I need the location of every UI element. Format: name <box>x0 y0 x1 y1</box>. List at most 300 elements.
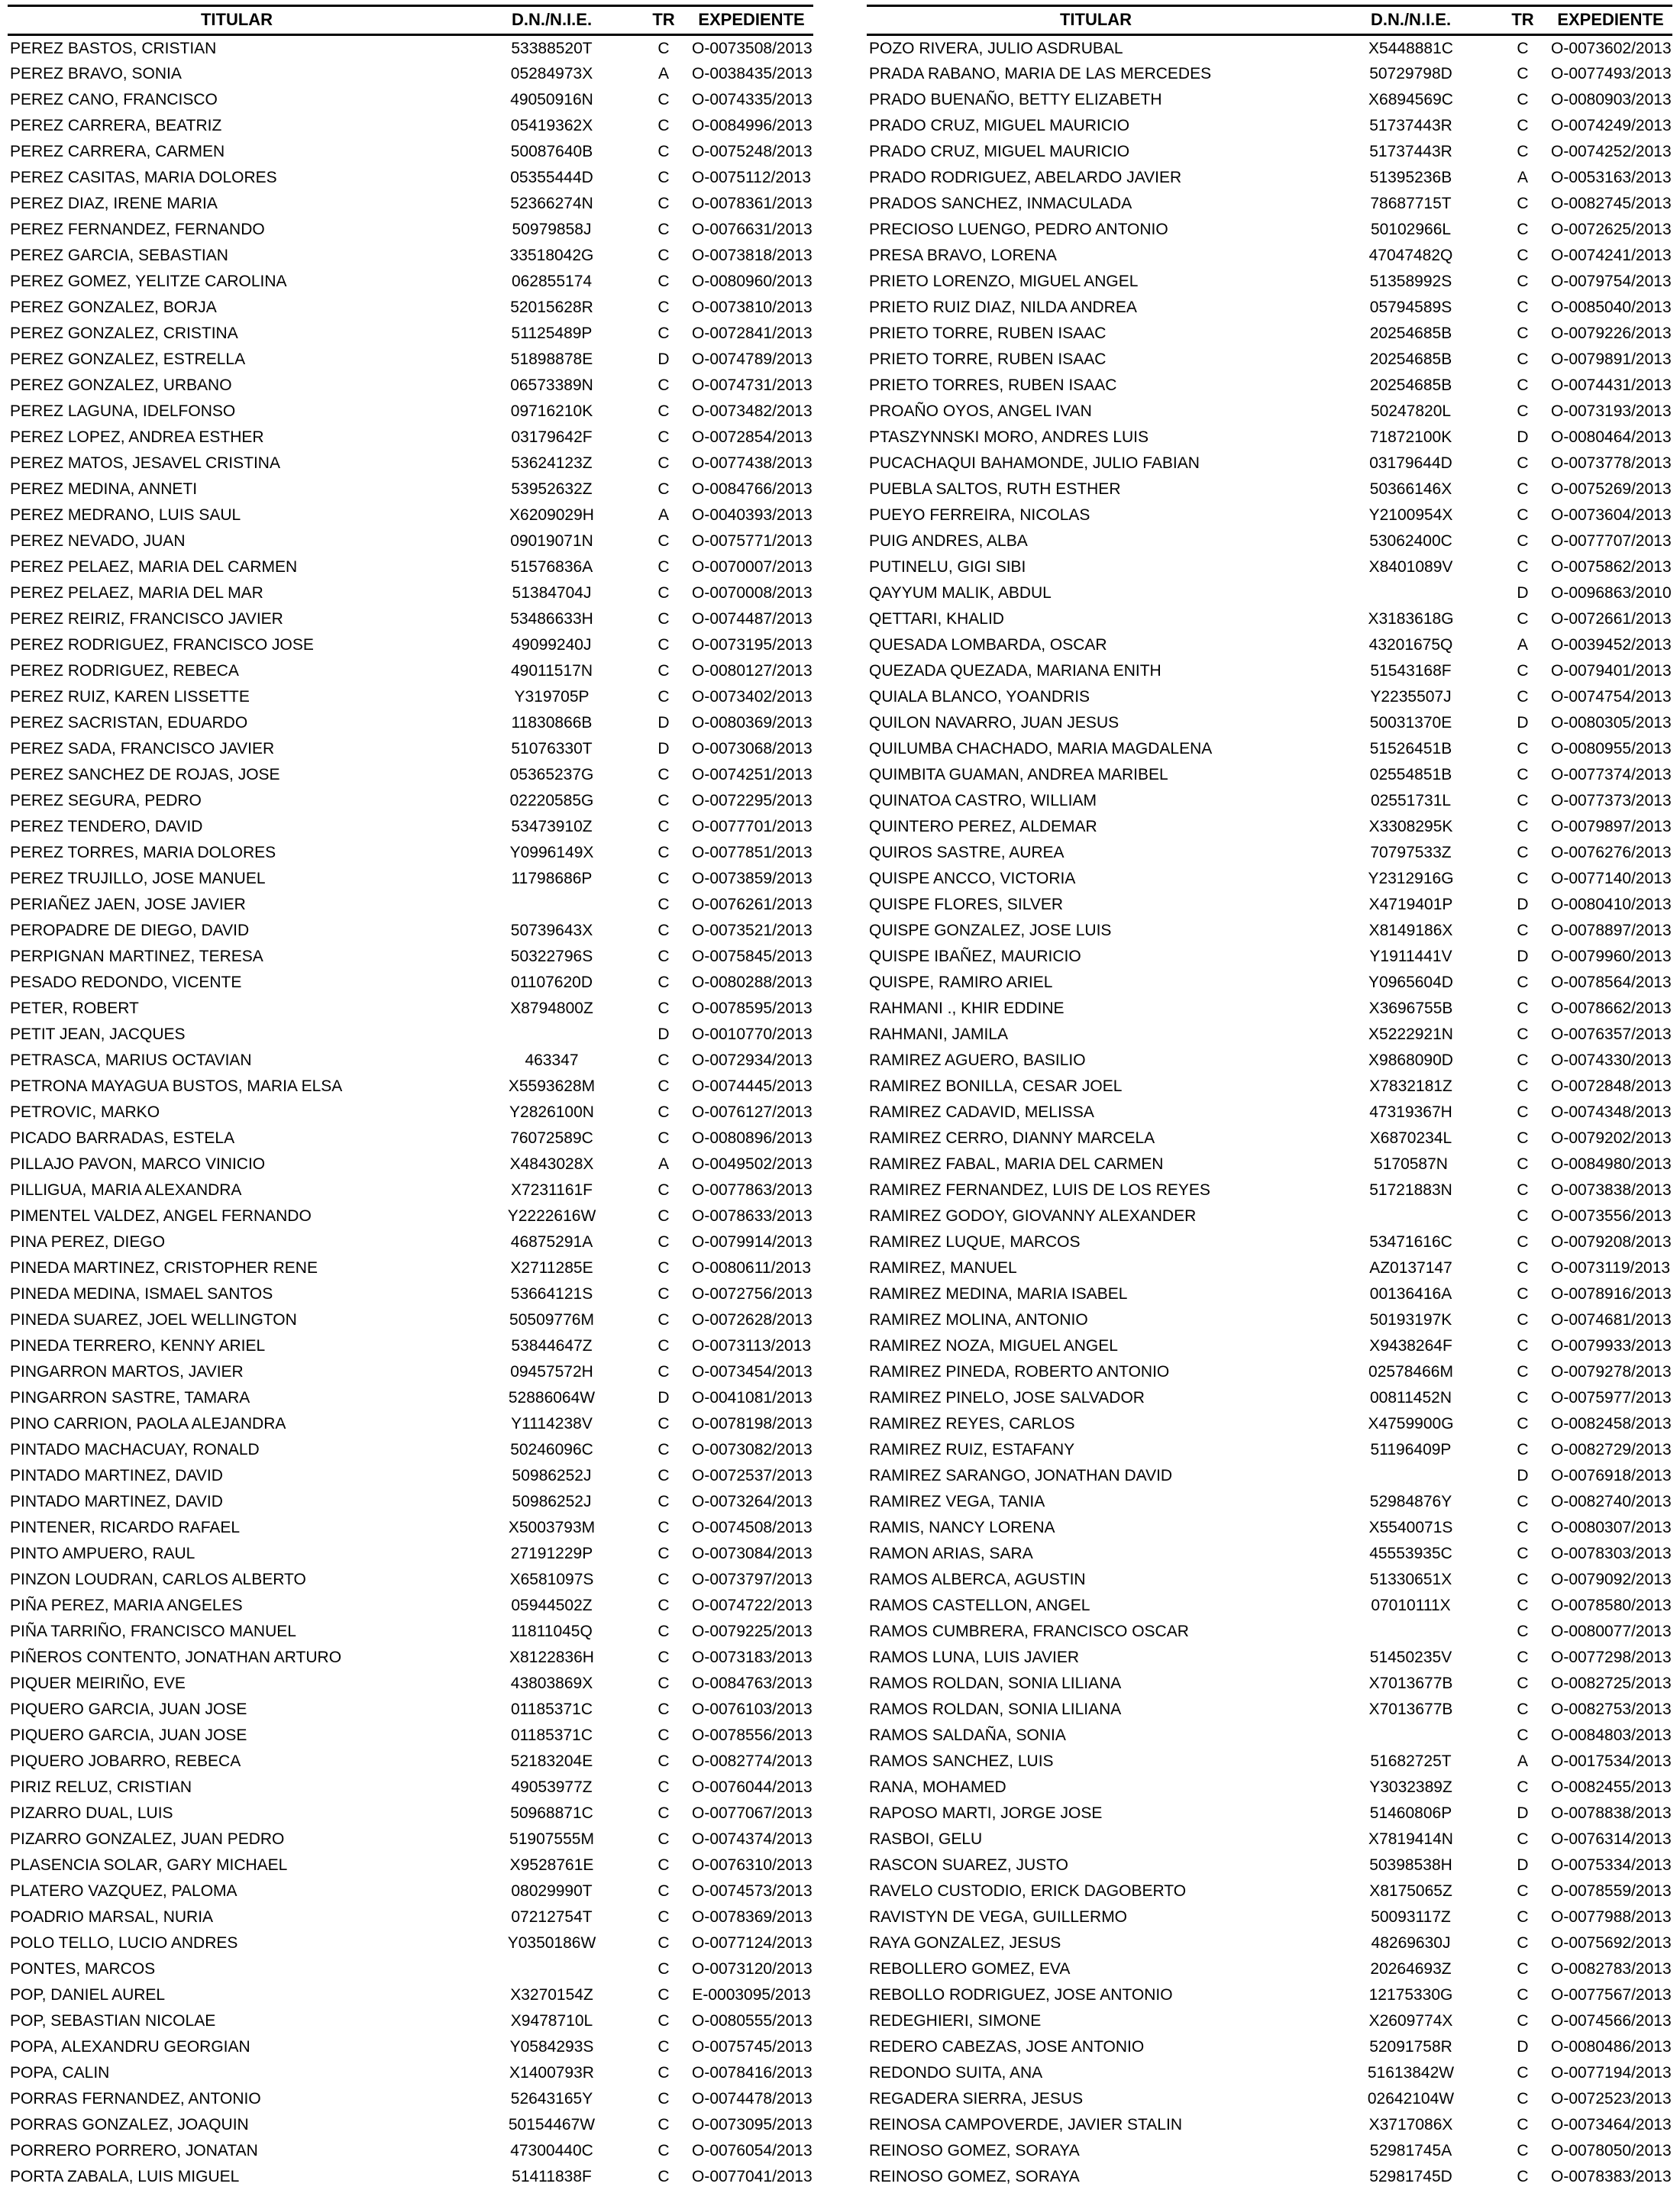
cell-titular: REBOLLO RODRIGUEZ, JOSE ANTONIO <box>869 1986 1173 2004</box>
table-row <box>867 1411 1672 1437</box>
cell-titular: QUIALA BLANCO, YOANDRIS <box>869 688 1090 706</box>
table-row <box>867 2034 1672 2060</box>
cell-dni: 52015628R <box>510 299 593 316</box>
cell-expediente: O-0074573/2013 <box>692 1882 813 1900</box>
cell-dni: 49099240J <box>512 636 592 654</box>
cell-tr: C <box>1517 1259 1529 1277</box>
cell-tr: C <box>1517 1960 1529 1978</box>
cell-dni: 49053977Z <box>511 1778 593 1796</box>
table-row <box>867 1126 1672 1152</box>
cell-tr: D <box>1517 428 1529 446</box>
cell-dni: X3270154Z <box>510 1986 593 2004</box>
header-tr: TR <box>638 6 690 35</box>
cell-dni: 06573389N <box>510 376 593 394</box>
cell-tr: C <box>657 2142 670 2159</box>
cell-expediente: O-0079933/2013 <box>1551 1337 1672 1355</box>
header-dni: D.N./N.I.E. <box>466 6 638 35</box>
cell-tr: C <box>1517 1026 1529 1043</box>
cell-tr: C <box>1517 65 1529 82</box>
cell-titular: PRIETO TORRES, RUBEN ISAAC <box>869 376 1117 394</box>
cell-dni: 51543168F <box>1370 662 1452 680</box>
cell-tr: C <box>657 1986 670 2004</box>
cell-expediente: O-0080410/2013 <box>1551 896 1672 913</box>
header-expediente: EXPEDIENTE <box>690 6 813 35</box>
cell-expediente: O-0077988/2013 <box>1551 1908 1672 1926</box>
cell-tr: C <box>1517 1441 1529 1458</box>
cell-tr: D <box>1517 2038 1529 2056</box>
cell-expediente: O-0082783/2013 <box>1551 1960 1672 1978</box>
cell-dni: Y1911441V <box>1369 948 1452 965</box>
cell-expediente: O-0080903/2013 <box>1551 91 1672 108</box>
cell-titular: PRIETO LORENZO, MIGUEL ANGEL <box>869 273 1139 290</box>
cell-titular: RAMIREZ GODOY, GIOVANNY ALEXANDER <box>869 1207 1197 1225</box>
cell-titular: PEREZ PELAEZ, MARIA DEL MAR <box>10 584 263 602</box>
cell-expediente: O-0073604/2013 <box>1551 506 1672 524</box>
cell-tr: C <box>1517 273 1529 290</box>
table-row <box>8 295 813 321</box>
table-row <box>867 1878 1672 1904</box>
cell-tr: C <box>657 1649 670 1666</box>
cell-titular: PINTADO MARTINEZ, DAVID <box>10 1467 223 1484</box>
cell-tr: C <box>1517 1207 1529 1225</box>
cell-dni: 50102966L <box>1370 221 1452 238</box>
cell-expediente: O-0077194/2013 <box>1551 2064 1672 2082</box>
cell-tr: C <box>657 1804 670 1822</box>
cell-expediente: O-0073084/2013 <box>692 1545 813 1562</box>
cell-tr: A <box>1517 169 1528 186</box>
cell-tr: C <box>657 792 670 809</box>
cell-titular: PEREZ RODRIGUEZ, REBECA <box>10 662 239 680</box>
cell-expediente: O-0079092/2013 <box>1551 1571 1672 1588</box>
cell-expediente: O-0074566/2013 <box>1551 2012 1672 2030</box>
cell-dni: Y2235507J <box>1370 688 1452 706</box>
cell-tr: C <box>1517 922 1529 939</box>
table-row <box>867 892 1672 918</box>
cell-tr: C <box>657 1441 670 1458</box>
table-row <box>867 165 1672 191</box>
table-row <box>867 1515 1672 1541</box>
table-row <box>867 866 1672 892</box>
cell-expediente: O-0072756/2013 <box>692 1285 813 1303</box>
cell-titular: RAMOS CASTELLON, ANGEL <box>869 1597 1090 1614</box>
cell-expediente: O-0072661/2013 <box>1551 610 1672 628</box>
cell-expediente: O-0075112/2013 <box>692 169 812 186</box>
cell-dni: 05944502Z <box>511 1597 593 1614</box>
cell-dni: 20264693Z <box>1370 1960 1452 1978</box>
cell-expediente: O-0078564/2013 <box>1551 974 1672 991</box>
cell-titular: PINEDA TERRERO, KENNY ARIEL <box>10 1337 266 1355</box>
cell-titular: RAYA GONZALEZ, JESUS <box>869 1934 1061 1952</box>
cell-tr: C <box>1517 1415 1529 1433</box>
cell-expediente: O-0074487/2013 <box>692 610 813 628</box>
cell-dni: X5540071S <box>1368 1519 1453 1536</box>
table-row <box>867 1100 1672 1126</box>
cell-expediente: O-0073482/2013 <box>692 402 813 420</box>
cell-expediente: E-0003095/2013 <box>692 1986 811 2004</box>
cell-titular: POP, SEBASTIAN NICOLAE <box>10 2012 216 2030</box>
cell-tr: C <box>657 2064 670 2082</box>
cell-titular: RAMIREZ MOLINA, ANTONIO <box>869 1311 1088 1329</box>
table-row <box>867 295 1672 321</box>
cell-tr: C <box>1517 1675 1529 1692</box>
table-row <box>867 1827 1672 1852</box>
cell-tr: C <box>1517 1545 1529 1562</box>
table-row <box>8 1671 813 1697</box>
cell-expediente: O-0073454/2013 <box>692 1363 813 1381</box>
cell-dni: 11811045Q <box>511 1623 593 1640</box>
table-row <box>8 1463 813 1489</box>
cell-tr: C <box>1517 2142 1529 2159</box>
cell-titular: PEREZ RODRIGUEZ, FRANCISCO JOSE <box>10 636 314 654</box>
cell-titular: RAMIREZ NOZA, MIGUEL ANGEL <box>869 1337 1118 1355</box>
cell-dni: 20254685B <box>1369 350 1452 368</box>
table-row <box>8 1229 813 1255</box>
cell-tr: C <box>657 1207 670 1225</box>
cell-dni: 50366146X <box>1369 480 1452 498</box>
cell-tr: C <box>1517 1597 1529 1614</box>
cell-dni: X9868090D <box>1368 1051 1453 1069</box>
cell-titular: REINOSO GOMEZ, SORAYA <box>869 2168 1080 2185</box>
cell-titular: QUISPE ANCCO, VICTORIA <box>869 870 1076 887</box>
cell-titular: RAMOS ROLDAN, SONIA LILIANA <box>869 1701 1122 1718</box>
cell-dni: 78687715T <box>1370 195 1452 212</box>
cell-expediente: O-0076314/2013 <box>1551 1830 1672 1848</box>
cell-expediente: O-0040393/2013 <box>692 506 813 524</box>
table-row <box>8 139 813 165</box>
cell-titular: PEREZ GONZALEZ, CRISTINA <box>10 325 238 342</box>
cell-dni: 46875291A <box>510 1233 593 1251</box>
cell-expediente: O-0079278/2013 <box>1551 1363 1672 1381</box>
cell-dni: 50193197K <box>1369 1311 1452 1329</box>
cell-expediente: O-0077124/2013 <box>692 1934 813 1952</box>
cell-titular: PEROPADRE DE DIEGO, DAVID <box>10 922 250 939</box>
cell-expediente: O-0074681/2013 <box>1551 1311 1672 1329</box>
cell-titular: RASBOI, GELU <box>869 1830 983 1848</box>
cell-dni: X3308295K <box>1368 818 1453 835</box>
table-row <box>867 1074 1672 1100</box>
header-titular: TITULAR <box>867 6 1325 35</box>
cell-tr: C <box>1517 1051 1529 1069</box>
cell-dni: X7832181Z <box>1369 1077 1452 1095</box>
cell-dni <box>1325 1463 1497 1489</box>
cell-dni: 51737443R <box>1369 117 1452 134</box>
cell-tr: C <box>657 688 670 706</box>
table-row <box>8 1255 813 1281</box>
cell-tr: C <box>1517 1882 1529 1900</box>
header-row <box>8 6 813 35</box>
cell-titular: QUISPE IBAÑEZ, MAURICIO <box>869 948 1081 965</box>
cell-titular: PIQUERO JOBARRO, REBECA <box>10 1752 241 1770</box>
cell-expediente: O-0076261/2013 <box>692 896 813 913</box>
cell-titular: REGADERA SIERRA, JESUS <box>869 2090 1084 2108</box>
table-row <box>8 2164 813 2190</box>
cell-expediente: O-0075862/2013 <box>1551 558 1672 576</box>
table-row <box>867 2060 1672 2086</box>
cell-titular: RAHMANI ., KHIR EDDINE <box>869 1000 1065 1017</box>
cell-titular: PEREZ RUIZ, KAREN LISSETTE <box>10 688 250 706</box>
table-row <box>867 399 1672 425</box>
cell-tr: C <box>1517 870 1529 887</box>
cell-titular: PEREZ DIAZ, IRENE MARIA <box>10 195 218 212</box>
cell-expediente: O-0079202/2013 <box>1551 1129 1672 1147</box>
cell-tr: D <box>1517 1804 1529 1822</box>
cell-tr: C <box>1517 1389 1529 1407</box>
cell-dni: Y319705P <box>514 688 590 706</box>
cell-titular: QUISPE, RAMIRO ARIEL <box>869 974 1053 991</box>
cell-dni: 70797533Z <box>1370 844 1452 861</box>
table-row <box>8 425 813 451</box>
cell-titular: QAYYUM MALIK, ABDUL <box>869 584 1052 602</box>
cell-expediente: O-0078416/2013 <box>692 2064 813 2082</box>
table-row <box>8 1489 813 1515</box>
table-row <box>8 113 813 139</box>
cell-dni: X1400793R <box>509 2064 594 2082</box>
cell-expediente: O-0080960/2013 <box>692 273 813 290</box>
cell-expediente: O-0079401/2013 <box>1551 662 1672 680</box>
cell-titular: PRADO CRUZ, MIGUEL MAURICIO <box>869 143 1130 160</box>
cell-tr: C <box>657 1623 670 1640</box>
cell-tr: C <box>1517 480 1529 498</box>
cell-dni: 50087640B <box>510 143 593 160</box>
cell-tr: C <box>1517 1519 1529 1536</box>
cell-tr: C <box>657 1701 670 1718</box>
table-row <box>867 2086 1672 2112</box>
cell-dni: 50739643X <box>510 922 593 939</box>
table-row <box>867 658 1672 684</box>
table-row <box>867 1489 1672 1515</box>
table-row <box>8 1411 813 1437</box>
cell-tr: C <box>657 1908 670 1926</box>
cell-expediente: O-0073838/2013 <box>1551 1181 1672 1199</box>
table-row <box>8 2112 813 2138</box>
cell-tr: C <box>1517 844 1529 861</box>
cell-expediente: O-0080127/2013 <box>692 662 813 680</box>
cell-titular: RAMOS LUNA, LUIS JAVIER <box>869 1649 1080 1666</box>
table-row <box>867 528 1672 554</box>
cell-titular: PRADA RABANO, MARIA DE LAS MERCEDES <box>869 65 1212 82</box>
cell-titular: PIÑEROS CONTENTO, JONATHAN ARTURO <box>10 1649 342 1666</box>
table-row <box>8 373 813 399</box>
table-row <box>8 1697 813 1723</box>
cell-titular: PINEDA SUAREZ, JOEL WELLINGTON <box>10 1311 297 1329</box>
cell-titular: PEREZ GOMEZ, YELITZE CAROLINA <box>10 273 287 290</box>
cell-tr: C <box>1517 2090 1529 2108</box>
cell-tr: C <box>1517 532 1529 550</box>
cell-dni: 50968871C <box>510 1804 593 1822</box>
cell-tr: C <box>657 1337 670 1355</box>
cell-dni: 50509776M <box>509 1311 594 1329</box>
cell-tr: C <box>657 1311 670 1329</box>
cell-titular: PORRAS FERNANDEZ, ANTONIO <box>10 2090 261 2108</box>
cell-dni: 50093117Z <box>1371 1908 1451 1926</box>
cell-dni: X4719401P <box>1368 896 1453 913</box>
cell-tr: C <box>657 195 670 212</box>
table-row <box>8 165 813 191</box>
cell-dni: Y2312916G <box>1368 870 1454 887</box>
cell-expediente: O-0080896/2013 <box>692 1129 813 1147</box>
cell-expediente: O-0080486/2013 <box>1551 2038 1672 2056</box>
cell-tr: C <box>657 1960 670 1978</box>
table-body-left <box>8 35 813 2190</box>
cell-dni: 51737443R <box>1369 143 1452 160</box>
cell-titular: PEREZ GONZALEZ, ESTRELLA <box>10 350 246 368</box>
cell-expediente: O-0077851/2013 <box>692 844 813 861</box>
header-titular: TITULAR <box>8 6 466 35</box>
cell-titular: PEREZ TORRES, MARIA DOLORES <box>10 844 276 861</box>
cell-expediente: O-0080555/2013 <box>692 2012 813 2030</box>
cell-tr: C <box>657 1778 670 1796</box>
cell-expediente: O-0053163/2013 <box>1551 169 1672 186</box>
cell-tr: C <box>657 662 670 680</box>
cell-tr: C <box>1517 299 1529 316</box>
cell-tr: C <box>1517 1726 1529 1744</box>
table-row <box>8 606 813 632</box>
cell-expediente: O-0078662/2013 <box>1551 1000 1672 1017</box>
table-row <box>867 2138 1672 2164</box>
table-row <box>8 1982 813 2008</box>
cell-titular: PEREZ CANO, FRANCISCO <box>10 91 218 108</box>
cell-titular: QUEZADA QUEZADA, MARIANA ENITH <box>869 662 1161 680</box>
table-row <box>8 2034 813 2060</box>
header-tr: TR <box>1497 6 1549 35</box>
table-row <box>867 1723 1672 1749</box>
table-row <box>867 425 1672 451</box>
cell-expediente: O-0078383/2013 <box>1551 2168 1672 2185</box>
cell-titular: RAMIREZ VEGA, TANIA <box>869 1493 1045 1510</box>
cell-titular: RAVISTYN DE VEGA, GUILLERMO <box>869 1908 1128 1926</box>
cell-titular: PEREZ TRUJILLO, JOSE MANUEL <box>10 870 266 887</box>
table-header <box>8 6 813 35</box>
cell-titular: PEREZ BRAVO, SONIA <box>10 65 182 82</box>
cell-titular: PEREZ CARRERA, BEATRIZ <box>10 117 222 134</box>
cell-expediente: O-0079226/2013 <box>1551 325 1672 342</box>
table-row <box>8 1074 813 1100</box>
cell-expediente: O-0078633/2013 <box>692 1207 813 1225</box>
header-row <box>867 6 1672 35</box>
table-row <box>867 1567 1672 1593</box>
cell-dni: Y2222616W <box>507 1207 596 1225</box>
cell-tr: C <box>1517 792 1529 809</box>
cell-titular: REINOSA CAMPOVERDE, JAVIER STALIN <box>869 2116 1182 2133</box>
table-row <box>8 451 813 476</box>
cell-expediente: O-0078897/2013 <box>1551 922 1672 939</box>
table-row <box>867 35 1672 61</box>
cell-expediente: O-0082740/2013 <box>1551 1493 1672 1510</box>
cell-tr: C <box>657 169 670 186</box>
cell-expediente: O-0084763/2013 <box>692 1675 813 1692</box>
cell-titular: RASCON SUAREZ, JUSTO <box>869 1856 1068 1874</box>
table-row <box>8 1827 813 1852</box>
cell-titular: RAHMANI, JAMILA <box>869 1026 1009 1043</box>
cell-tr: C <box>657 766 670 783</box>
cell-expediente: O-0077701/2013 <box>692 818 813 835</box>
cell-titular: RAMIREZ FERNANDEZ, LUIS DE LOS REYES <box>869 1181 1210 1199</box>
cell-expediente: O-0073113/2013 <box>692 1337 812 1355</box>
cell-expediente: O-0076631/2013 <box>692 221 813 238</box>
cell-titular: POZO RIVERA, JULIO ASDRUBAL <box>869 39 1123 57</box>
table-row <box>867 1671 1672 1697</box>
table-row <box>867 87 1672 113</box>
table-row <box>8 1333 813 1359</box>
cell-dni: 49050916N <box>510 91 593 108</box>
cell-tr: D <box>1517 1467 1529 1484</box>
cell-titular: PORTA ZABALA, LUIS MIGUEL <box>10 2168 240 2185</box>
cell-titular: PERIAÑEZ JAEN, JOSE JAVIER <box>10 896 246 913</box>
cell-expediente: O-0041081/2013 <box>692 1389 813 1407</box>
cell-titular: PIRIZ RELUZ, CRISTIAN <box>10 1778 192 1796</box>
cell-titular: POADRIO MARSAL, NURIA <box>10 1908 214 1926</box>
cell-dni: 02578466M <box>1368 1363 1453 1381</box>
cell-expediente: O-0072628/2013 <box>692 1311 813 1329</box>
cell-dni: 53664121S <box>510 1285 593 1303</box>
cell-titular: PEREZ GONZALEZ, BORJA <box>10 299 217 316</box>
cell-dni: 53624123Z <box>511 454 593 472</box>
table-row <box>8 1801 813 1827</box>
cell-tr: C <box>657 247 670 264</box>
cell-expediente: O-0075745/2013 <box>692 2038 813 2056</box>
cell-expediente: O-0073193/2013 <box>1551 402 1672 420</box>
table-row <box>8 2008 813 2034</box>
cell-titular: PERPIGNAN MARTINEZ, TERESA <box>10 948 263 965</box>
cell-expediente: O-0074348/2013 <box>1551 1103 1672 1121</box>
cell-tr: C <box>1517 402 1529 420</box>
cell-expediente: O-0082725/2013 <box>1551 1675 1672 1692</box>
cell-expediente: O-0076103/2013 <box>692 1701 813 1718</box>
cell-tr: C <box>657 1467 670 1484</box>
table-row <box>8 1852 813 1878</box>
cell-dni: 53486633H <box>510 610 593 628</box>
cell-titular: RAMIREZ CADAVID, MELISSA <box>869 1103 1094 1121</box>
cell-tr: C <box>1517 1778 1529 1796</box>
cell-dni: 51196409P <box>1370 1441 1452 1458</box>
cell-tr: C <box>657 273 670 290</box>
cell-tr: A <box>657 65 669 82</box>
cell-expediente: O-0073818/2013 <box>692 247 813 264</box>
cell-expediente: O-0072841/2013 <box>692 325 813 342</box>
cell-tr: C <box>1517 1986 1529 2004</box>
cell-tr: C <box>657 299 670 316</box>
cell-titular: QUISPE FLORES, SILVER <box>869 896 1064 913</box>
cell-titular: QUIROS SASTRE, AUREA <box>869 844 1065 861</box>
cell-tr: D <box>657 740 670 757</box>
cell-dni: 53844647Z <box>511 1337 593 1355</box>
cell-tr: C <box>1517 740 1529 757</box>
cell-titular: PEREZ BASTOS, CRISTIAN <box>10 39 217 57</box>
cell-dni: 05419362X <box>510 117 593 134</box>
cell-tr: C <box>1517 1649 1529 1666</box>
cell-titular: PLASENCIA SOLAR, GARY MICHAEL <box>10 1856 288 1874</box>
cell-tr: C <box>657 1726 670 1744</box>
cell-dni: 51125489P <box>511 325 593 342</box>
table-row <box>867 944 1672 970</box>
table-row <box>8 1904 813 1930</box>
table-row <box>867 996 1672 1022</box>
table-row <box>8 1749 813 1775</box>
cell-tr: C <box>1517 117 1529 134</box>
cell-tr: C <box>657 325 670 342</box>
cell-dni: 50322796S <box>510 948 593 965</box>
table-row <box>867 1801 1672 1827</box>
cell-dni: 51526451B <box>1369 740 1452 757</box>
table-row <box>8 1593 813 1619</box>
table-row <box>867 1255 1672 1281</box>
cell-tr: C <box>657 1571 670 1588</box>
table-row <box>8 528 813 554</box>
cell-dni: 02642104W <box>1367 2090 1455 2108</box>
cell-tr: D <box>657 350 670 368</box>
cell-tr: C <box>1517 195 1529 212</box>
cell-expediente: O-0079754/2013 <box>1551 273 1672 290</box>
